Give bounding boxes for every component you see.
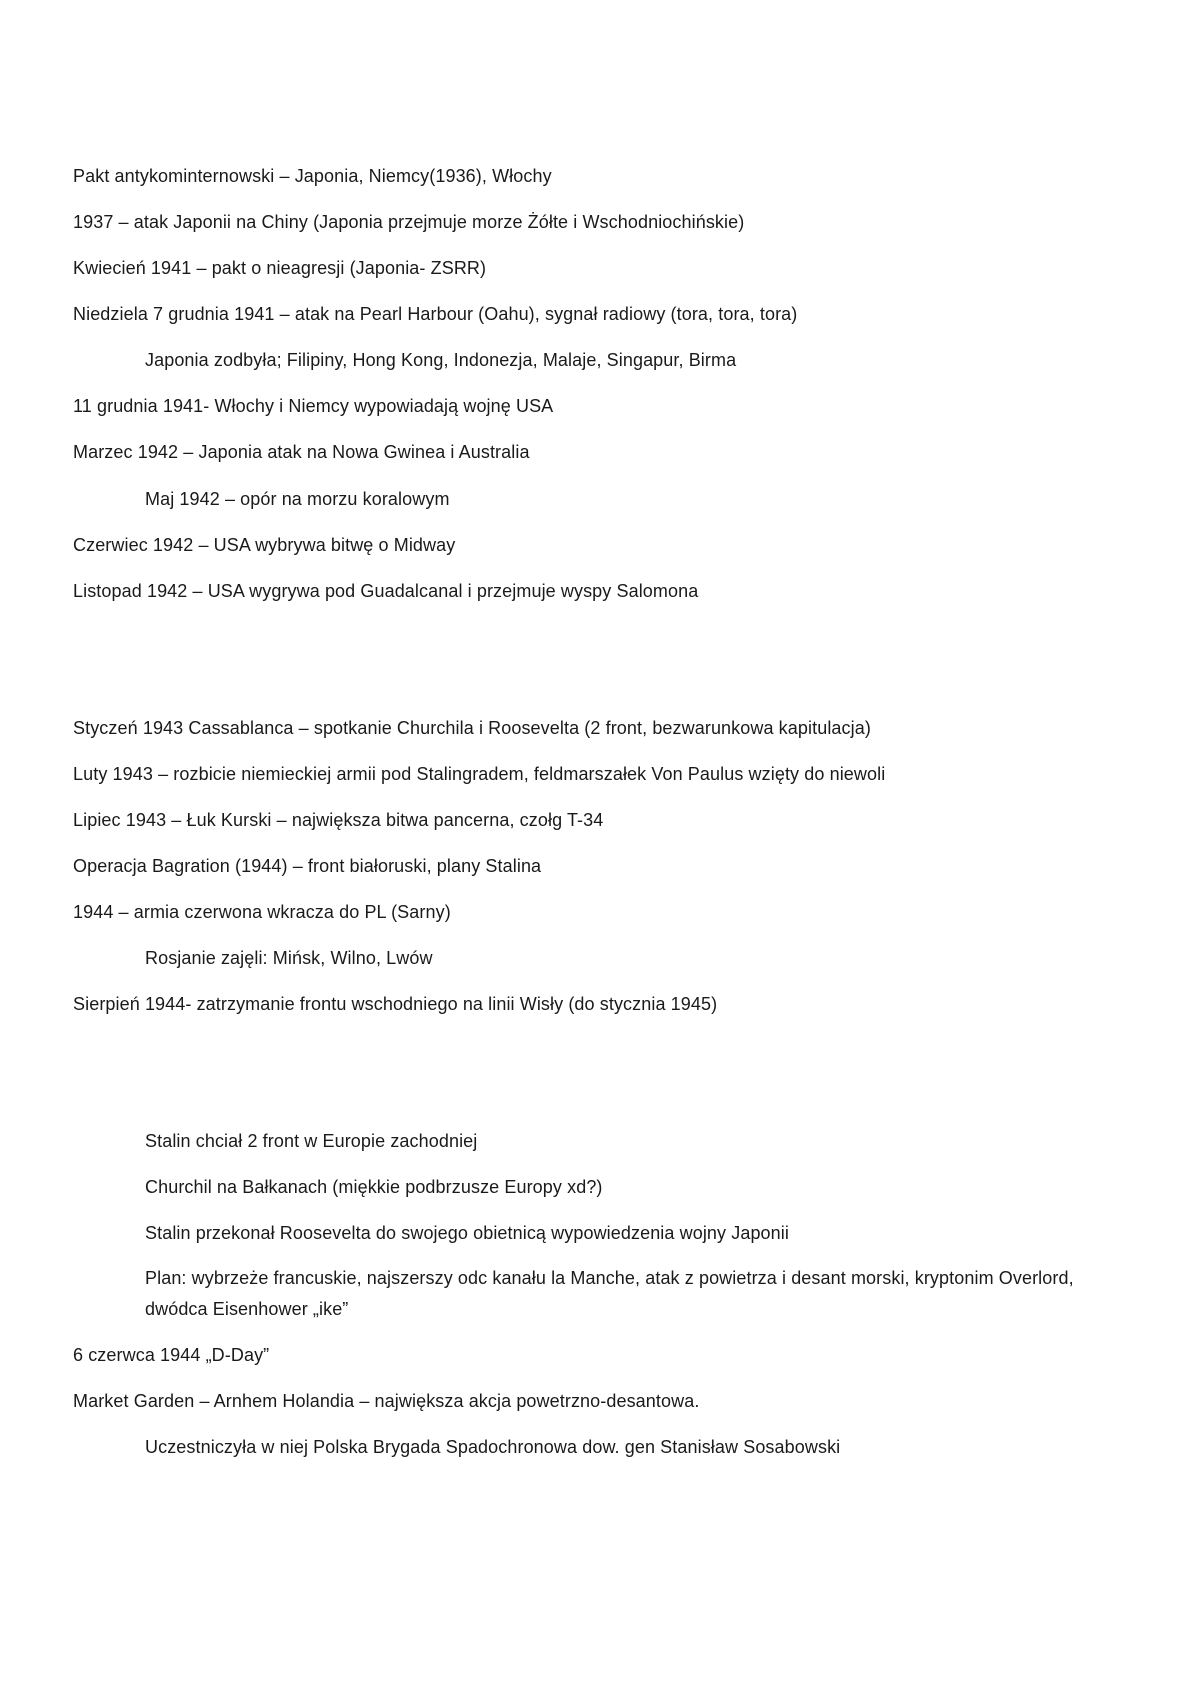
text-line: Marzec 1942 – Japonia atak na Nowa Gwinea i Australia xyxy=(73,442,530,462)
text-line: Sierpień 1944- zatrzymanie frontu wschodniego na linii Wisły (do stycznia 1945) xyxy=(73,994,718,1014)
indented-text-line: Stalin przekonał Roosevelta do swojego obietnicą wypowiedzenia wojny Japonii xyxy=(145,1223,789,1243)
text-line: Kwiecień 1941 – pakt o nieagresji (Japonia- ZSRR) xyxy=(73,258,487,278)
text-line: Lipiec 1943 – Łuk Kurski – największa bitwa pancerna, czołg T-34 xyxy=(73,810,604,830)
indented-text-line: Uczestniczyła w niej Polska Brygada Spadochronowa dow. gen Stanisław Sosabowski xyxy=(145,1437,841,1457)
text-line: Listopad 1942 – USA wygrywa pod Guadalcanal i przejmuje wyspy Salomona xyxy=(73,581,699,601)
text-line: 6 czerwca 1944 „D-Day” xyxy=(73,1345,270,1365)
text-line: Styczeń 1943 Cassablanca – spotkanie Churchila i Roosevelta (2 front, bezwarunkowa kapitulacja) xyxy=(73,718,871,738)
text-line: Luty 1943 – rozbicie niemieckiej armii pod Stalingradem, feldmarszałek Von Paulus wzięty do niewoli xyxy=(73,764,886,784)
text-line: Pakt antykominternowski – Japonia, Niemcy(1936), Włochy xyxy=(73,166,552,186)
text-line: Niedziela 7 grudnia 1941 – atak na Pearl Harbour (Oahu), sygnał radiowy (tora, tora, tora) xyxy=(73,304,798,324)
text-line: Czerwiec 1942 – USA wybrywa bitwę o Midway xyxy=(73,535,456,555)
text-line: 1944 – armia czerwona wkracza do PL (Sarny) xyxy=(73,902,451,922)
indented-text-line: Churchil na Bałkanach (miękkie podbrzusze Europy xd?) xyxy=(145,1177,603,1197)
indented-text-paragraph: Plan: wybrzeże francuskie, najszerszy odc kanału la Manche, atak z powietrza i desant morski, kryptonim Overlord, dwódca Eisenhower „ike” xyxy=(145,1268,1074,1319)
text-line: Operacja Bagration (1944) – front białoruski, plany Stalina xyxy=(73,856,542,876)
indented-text-line: Maj 1942 – opór na morzu koralowym xyxy=(145,489,450,509)
text-line: Market Garden – Arnhem Holandia – największa akcja powetrzno-desantowa. xyxy=(73,1391,700,1411)
text-line: 11 grudnia 1941- Włochy i Niemcy wypowiadają wojnę USA xyxy=(73,396,554,416)
text-line: 1937 – atak Japonii na Chiny (Japonia przejmuje morze Żółte i Wschodniochińskie) xyxy=(73,212,745,232)
indented-text-line: Rosjanie zajęli: Mińsk, Wilno, Lwów xyxy=(145,948,433,968)
indented-text-line: Stalin chciał 2 front w Europie zachodniej xyxy=(145,1131,478,1151)
indented-text-line: Japonia zodbyła; Filipiny, Hong Kong, Indonezja, Malaje, Singapur, Birma xyxy=(145,350,737,370)
